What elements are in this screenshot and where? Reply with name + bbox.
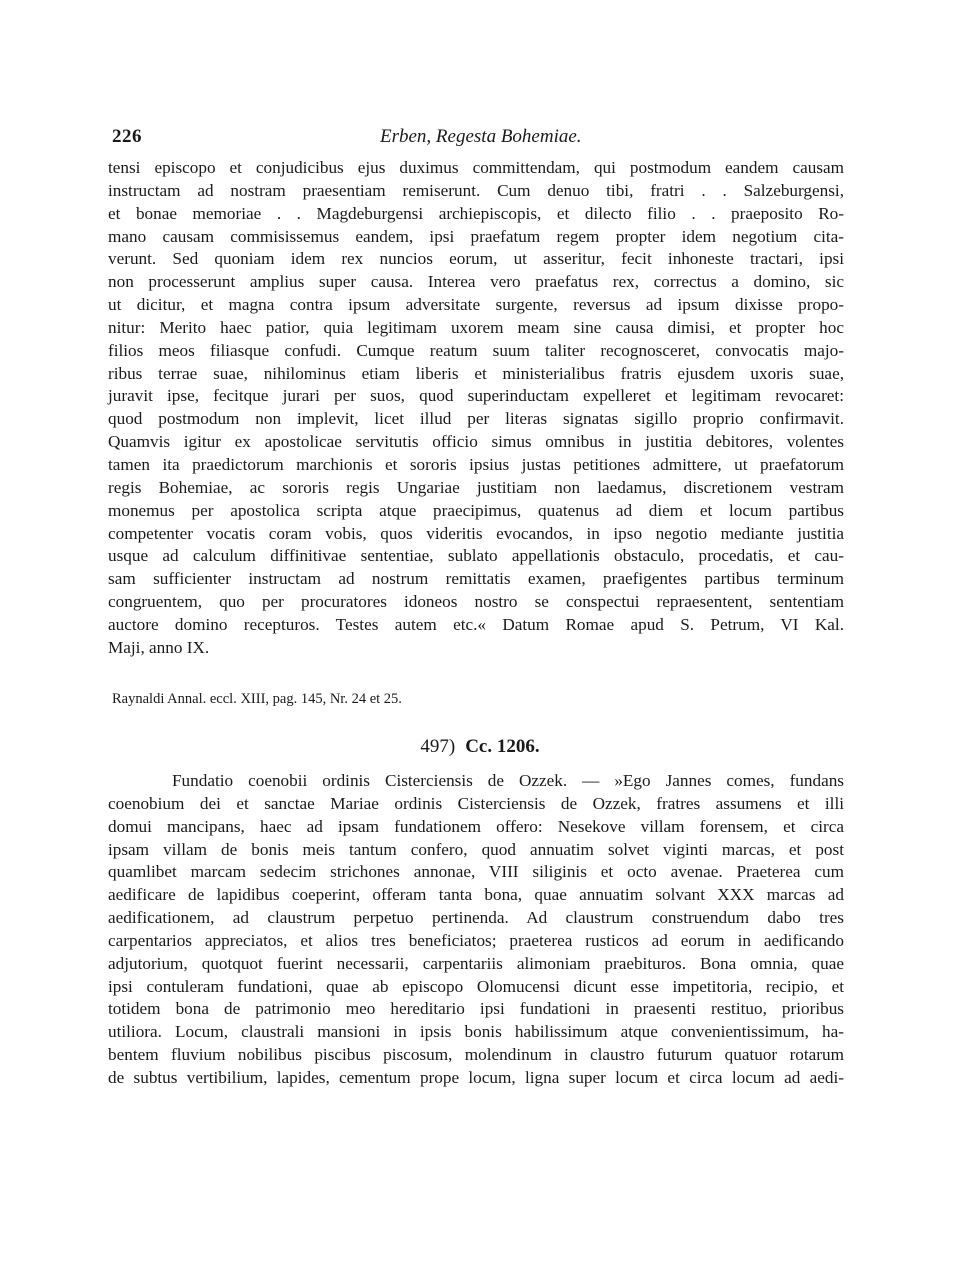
document-number: 497) [420, 736, 456, 757]
text-line: sam sufficienter instructam ad nostrum remittatis examen, praefigentes partibus terminum [108, 569, 844, 589]
text-line: utiliora. Locum, claustrali mansioni in ipsis bonis habilissimum atque convenientissimum, ha- [108, 1022, 844, 1042]
text-line: bentem fluvium nobilibus piscibus piscosum, molendinum in claustro futurum quatuor rotarum [108, 1045, 844, 1065]
text-line: domui mancipans, haec ad ipsam fundationem offero: Nesekove villam forensem, et circa [108, 816, 844, 836]
text-line: ut dicitur, et magna contra ipsum adversitate surgente, reversus ad ipsum dixisse propo- [108, 295, 844, 315]
text-line: mano causam commisissemus eandem, ipsi praefatum regem propter idem negotium cita- [108, 226, 844, 246]
text-line: de subtus vertibilium, lapides, cementum prope locum, ligna super locum et circa locum ad aedi- [108, 1067, 844, 1087]
text-line: instructam ad nostram praesentiam remiserunt. Cum denuo tibi, fratri . . Salzeburgensi, [108, 180, 844, 200]
text-line: auctore domino recepturos. Testes autem etc.« Datum Romae apud S. Petrum, VI Kal. [108, 614, 844, 634]
text-line: Quamvis igitur ex apostolicae servitutis officio simus omnibus in justitia debitores, volentes [108, 432, 844, 452]
text-line: nitur: Merito haec patior, quia legitimam uxorem meam sine causa dimisi, et propter hoc [108, 317, 844, 337]
text-line: ipsam villam de bonis meis tantum confero, quod annuatim solvet viginti marcas, et post [108, 839, 844, 859]
text-line: ribus terrae suae, nihilominus etiam liberis et ministerialibus fratris ejusdem uxoris suae, [108, 363, 844, 383]
text-line: Fundatio coenobii ordinis Cisterciensis de Ozzek. — »Ego Jannes comes, fundans [172, 771, 844, 790]
text-line: regis Bohemiae, ac sororis regis Ungariae justitiam non laedamus, discretionem vestram [108, 477, 844, 497]
text-line: quod postmodum non implevit, licet illud per literas signatas sigillo proprio confirmavit. [108, 409, 844, 429]
text-line: adjutorium, quotquot fuerint necessarii, carpentariis alimoniam praebituros. Bona omnia, quae [108, 953, 844, 973]
document-date: Cc. 1206. [465, 736, 540, 757]
text-line: totidem bona de patrimonio meo hereditario ipsi fundationi in praesenti restituo, prioribus [108, 999, 844, 1019]
text-line: et bonae memoriae . . Magdeburgensi archiepiscopis, et dilecto filio . . praeposito Ro- [108, 203, 844, 223]
text-line: verunt. Sed quoniam idem rex nuncios eorum, ut asseritur, fecit inhoneste tractari, ipsi [108, 249, 844, 269]
text-line: usque ad calculum diffinitivae sententiae, sublato appellationis obstaculo, procedatis, et cau- [108, 546, 844, 566]
text-line: monemus per apostolica scripta atque praecipimus, quatenus ad diem et locum partibus [108, 500, 844, 520]
text-line: competenter vocatis coram vobis, quos videritis evocandos, in ipso negotio mediante justitia [108, 523, 844, 543]
text-line: tamen ita praedictorum marchionis et sororis ipsius justas petitiones admittere, ut praefatorum [108, 454, 844, 474]
text-line: juravit ipse, fecitque jurari per suos, quod superinductam expelleret et legitimam revocaret: [108, 386, 844, 406]
text-line: filios meos filiasque confudi. Cumque reatum suum taliter recognosceret, convocatis majo- [108, 340, 844, 360]
text-line: carpentarios appreciatos, et alios tres beneficiatos; praeterea rusticos ad eorum in aedificando [108, 930, 844, 950]
running-title: Erben, Regesta Bohemiae. [380, 126, 582, 147]
text-line: tensi episcopo et conjudicibus ejus duximus committendam, qui postmodum eandem causam [108, 158, 844, 177]
text-line: coenobium dei et sanctae Mariae ordinis Cisterciensis de Ozzek, fratres assumens et illi [108, 793, 844, 813]
text-line: aedificare de lapidibus coeperint, offeram tanta bona, quae annuatim solvant XXX marcas ad [108, 885, 844, 905]
page-header [112, 126, 842, 150]
document-text [108, 770, 844, 1090]
text-line: non processerunt amplius super causa. Interea vero praefatus rex, correctus a domino, sic [108, 272, 844, 292]
text-line: congruentem, quo per procuratores idoneos nostro se conspectui repraesentent, sententiam [108, 592, 844, 612]
text-line: quamlibet marcam sedecim strichones annonae, VIII siliginis et octo avenae. Praeterea cum [108, 862, 844, 882]
document-heading [0, 736, 960, 758]
text-line: ipsi contuleram fundationi, quae ab episcopo Olomucensi dicunt esse impetitoria, recipio, et [108, 976, 844, 996]
continuation-text [108, 157, 844, 660]
text-line: aedificationem, ad claustrum perpetuo pertinenda. Ad claustrum construendum dabo tres [108, 908, 844, 928]
text-line: Maji, anno IX. [108, 637, 210, 657]
source-citation: Raynaldi Annal. eccl. XIII, pag. 145, Nr. 24 et 25. [112, 691, 402, 707]
page-number: 226 [112, 126, 142, 147]
